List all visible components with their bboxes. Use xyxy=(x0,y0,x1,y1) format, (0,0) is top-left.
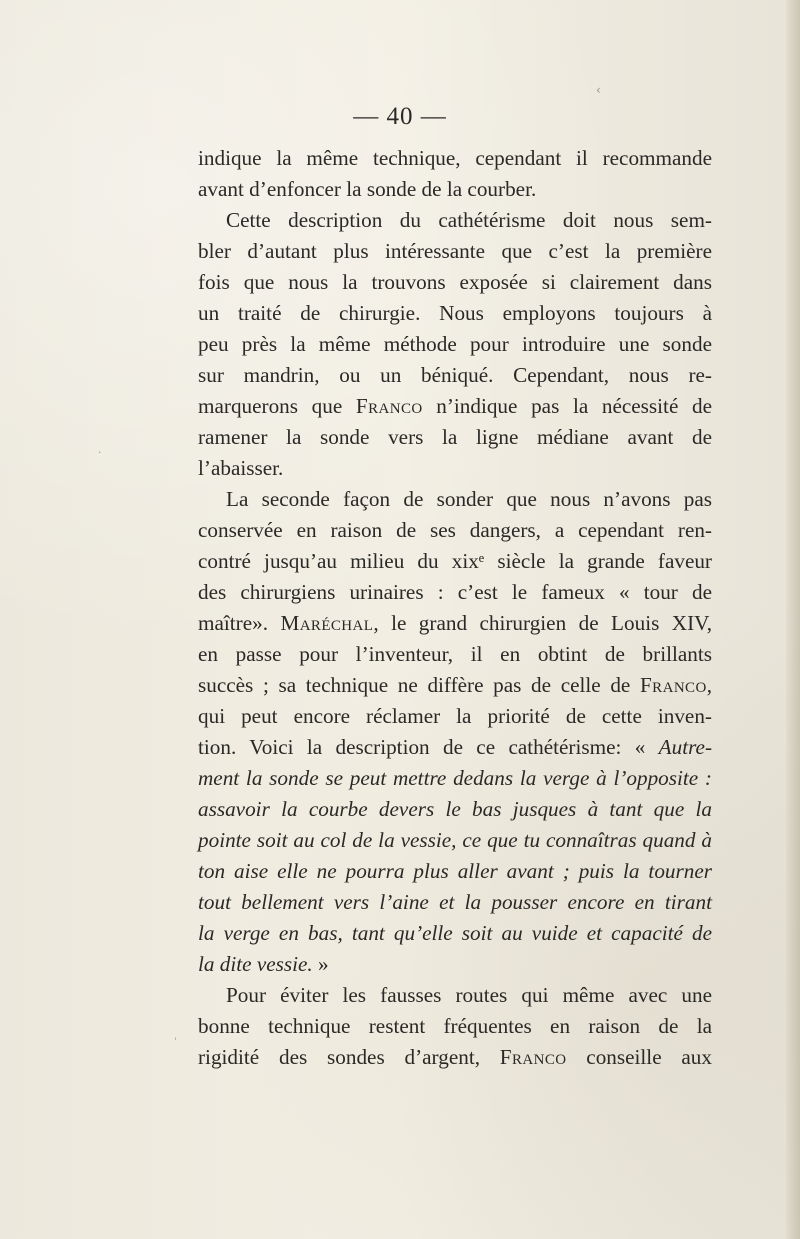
text-segment: des chirurgiens urinaires : c’est le fameux « tour de xyxy=(198,580,712,604)
text-segment: avant d’enfoncer la sonde de la courber. xyxy=(198,177,537,201)
text-line xyxy=(198,236,712,267)
text-line xyxy=(198,918,712,949)
text-line xyxy=(198,670,712,701)
text-line xyxy=(198,391,712,422)
text-segment: , xyxy=(706,673,712,697)
faint-margin-mark: ˈ xyxy=(174,1037,177,1048)
text-line xyxy=(198,701,712,732)
text-segment: ton aise elle ne pourra plus aller avant ; puis la tourner xyxy=(198,859,712,883)
text-segment: » xyxy=(312,952,329,976)
text-segment: Cette description du cathétérisme doit nous sem- xyxy=(226,208,712,232)
faint-margin-mark: · xyxy=(98,446,102,459)
page-number: — 40 — xyxy=(353,103,447,130)
text-line xyxy=(198,639,712,670)
text-line xyxy=(198,174,712,205)
text-segment: qui peut encore réclamer la priorité de cette inven- xyxy=(198,704,712,728)
text-line xyxy=(198,453,712,484)
text-segment: ment la sonde se peut mettre dedans la verge à l’opposite : xyxy=(198,766,712,790)
text-segment: ramener la sonde vers la ligne médiane avant de xyxy=(198,425,712,449)
text-segment: contré jusqu’au milieu du xixᵉ siècle la grande faveur xyxy=(198,549,712,573)
text-line xyxy=(198,329,712,360)
text-segment: la dite vessie. xyxy=(198,952,313,976)
text-segment: indique la même technique, cependant il recommande xyxy=(198,146,712,170)
text-line xyxy=(198,515,712,546)
text-segment: rigidité des sondes d’argent, xyxy=(198,1045,500,1069)
text-line xyxy=(198,298,712,329)
text-line xyxy=(198,825,712,856)
text-line xyxy=(198,856,712,887)
text-line xyxy=(198,484,712,515)
page-edge-shadow xyxy=(786,0,800,1239)
author-name: Franco xyxy=(355,394,423,418)
author-name: Franco xyxy=(499,1045,567,1069)
small-ink-mark: ‹ xyxy=(596,83,601,97)
text-segment: l’abaisser. xyxy=(198,456,284,480)
text-segment: assavoir la courbe devers le bas jusques à tant que la xyxy=(198,797,712,821)
text-line xyxy=(198,794,712,825)
text-line xyxy=(198,980,712,1011)
text-segment: marquerons que xyxy=(198,394,356,418)
text-segment: peu près la même méthode pour introduire une sonde xyxy=(198,332,712,356)
text-line xyxy=(198,1042,712,1073)
text-segment: la verge en bas, tant qu’elle soit au vuide et capacité de xyxy=(198,921,712,945)
text-segment: bler d’autant plus intéressante que c’est la première xyxy=(198,239,712,263)
text-line xyxy=(198,732,712,763)
text-segment: conservée en raison de ses dangers, a cependant ren- xyxy=(198,518,712,542)
text-line xyxy=(198,422,712,453)
text-segment: Autre- xyxy=(658,735,712,759)
text-line xyxy=(198,608,712,639)
text-segment: conseille aux xyxy=(566,1045,712,1069)
text-line xyxy=(198,360,712,391)
body-text xyxy=(198,143,712,1073)
author-name: Franco xyxy=(640,673,707,697)
text-line xyxy=(198,1011,712,1042)
text-line xyxy=(198,267,712,298)
text-line xyxy=(198,949,712,980)
text-line xyxy=(198,205,712,236)
text-line xyxy=(198,577,712,608)
text-segment: , le grand chirurgien de Louis XIV, xyxy=(373,611,712,635)
text-segment: en passe pour l’inventeur, il en obtint de brillants xyxy=(198,642,712,666)
text-segment: bonne technique restent fréquentes en raison de la xyxy=(198,1014,712,1038)
text-segment: fois que nous la trouvons exposée si clairement dans xyxy=(198,270,712,294)
text-line xyxy=(198,143,712,174)
author-name: Maréchal xyxy=(280,611,374,635)
text-segment: pointe soit au col de la vessie, ce que tu connaîtras quand à xyxy=(198,828,712,852)
text-segment: La seconde façon de sonder que nous n’avons pas xyxy=(226,487,712,511)
text-line xyxy=(198,887,712,918)
text-line xyxy=(198,763,712,794)
text-segment: un traité de chirurgie. Nous employons toujours à xyxy=(198,301,712,325)
text-segment: tout bellement vers l’aine et la pousser encore en tirant xyxy=(198,890,712,914)
text-segment: n’indique pas la nécessité de xyxy=(422,394,712,418)
text-segment: tion. Voici la description de ce cathétérisme: « xyxy=(198,735,659,759)
text-segment: maître». xyxy=(198,611,281,635)
text-segment: Pour éviter les fausses routes qui même avec une xyxy=(226,983,712,1007)
text-segment: succès ; sa technique ne diffère pas de celle de xyxy=(198,673,640,697)
text-segment: sur mandrin, ou un béniqué. Cependant, nous re- xyxy=(198,363,712,387)
text-line xyxy=(198,546,712,577)
